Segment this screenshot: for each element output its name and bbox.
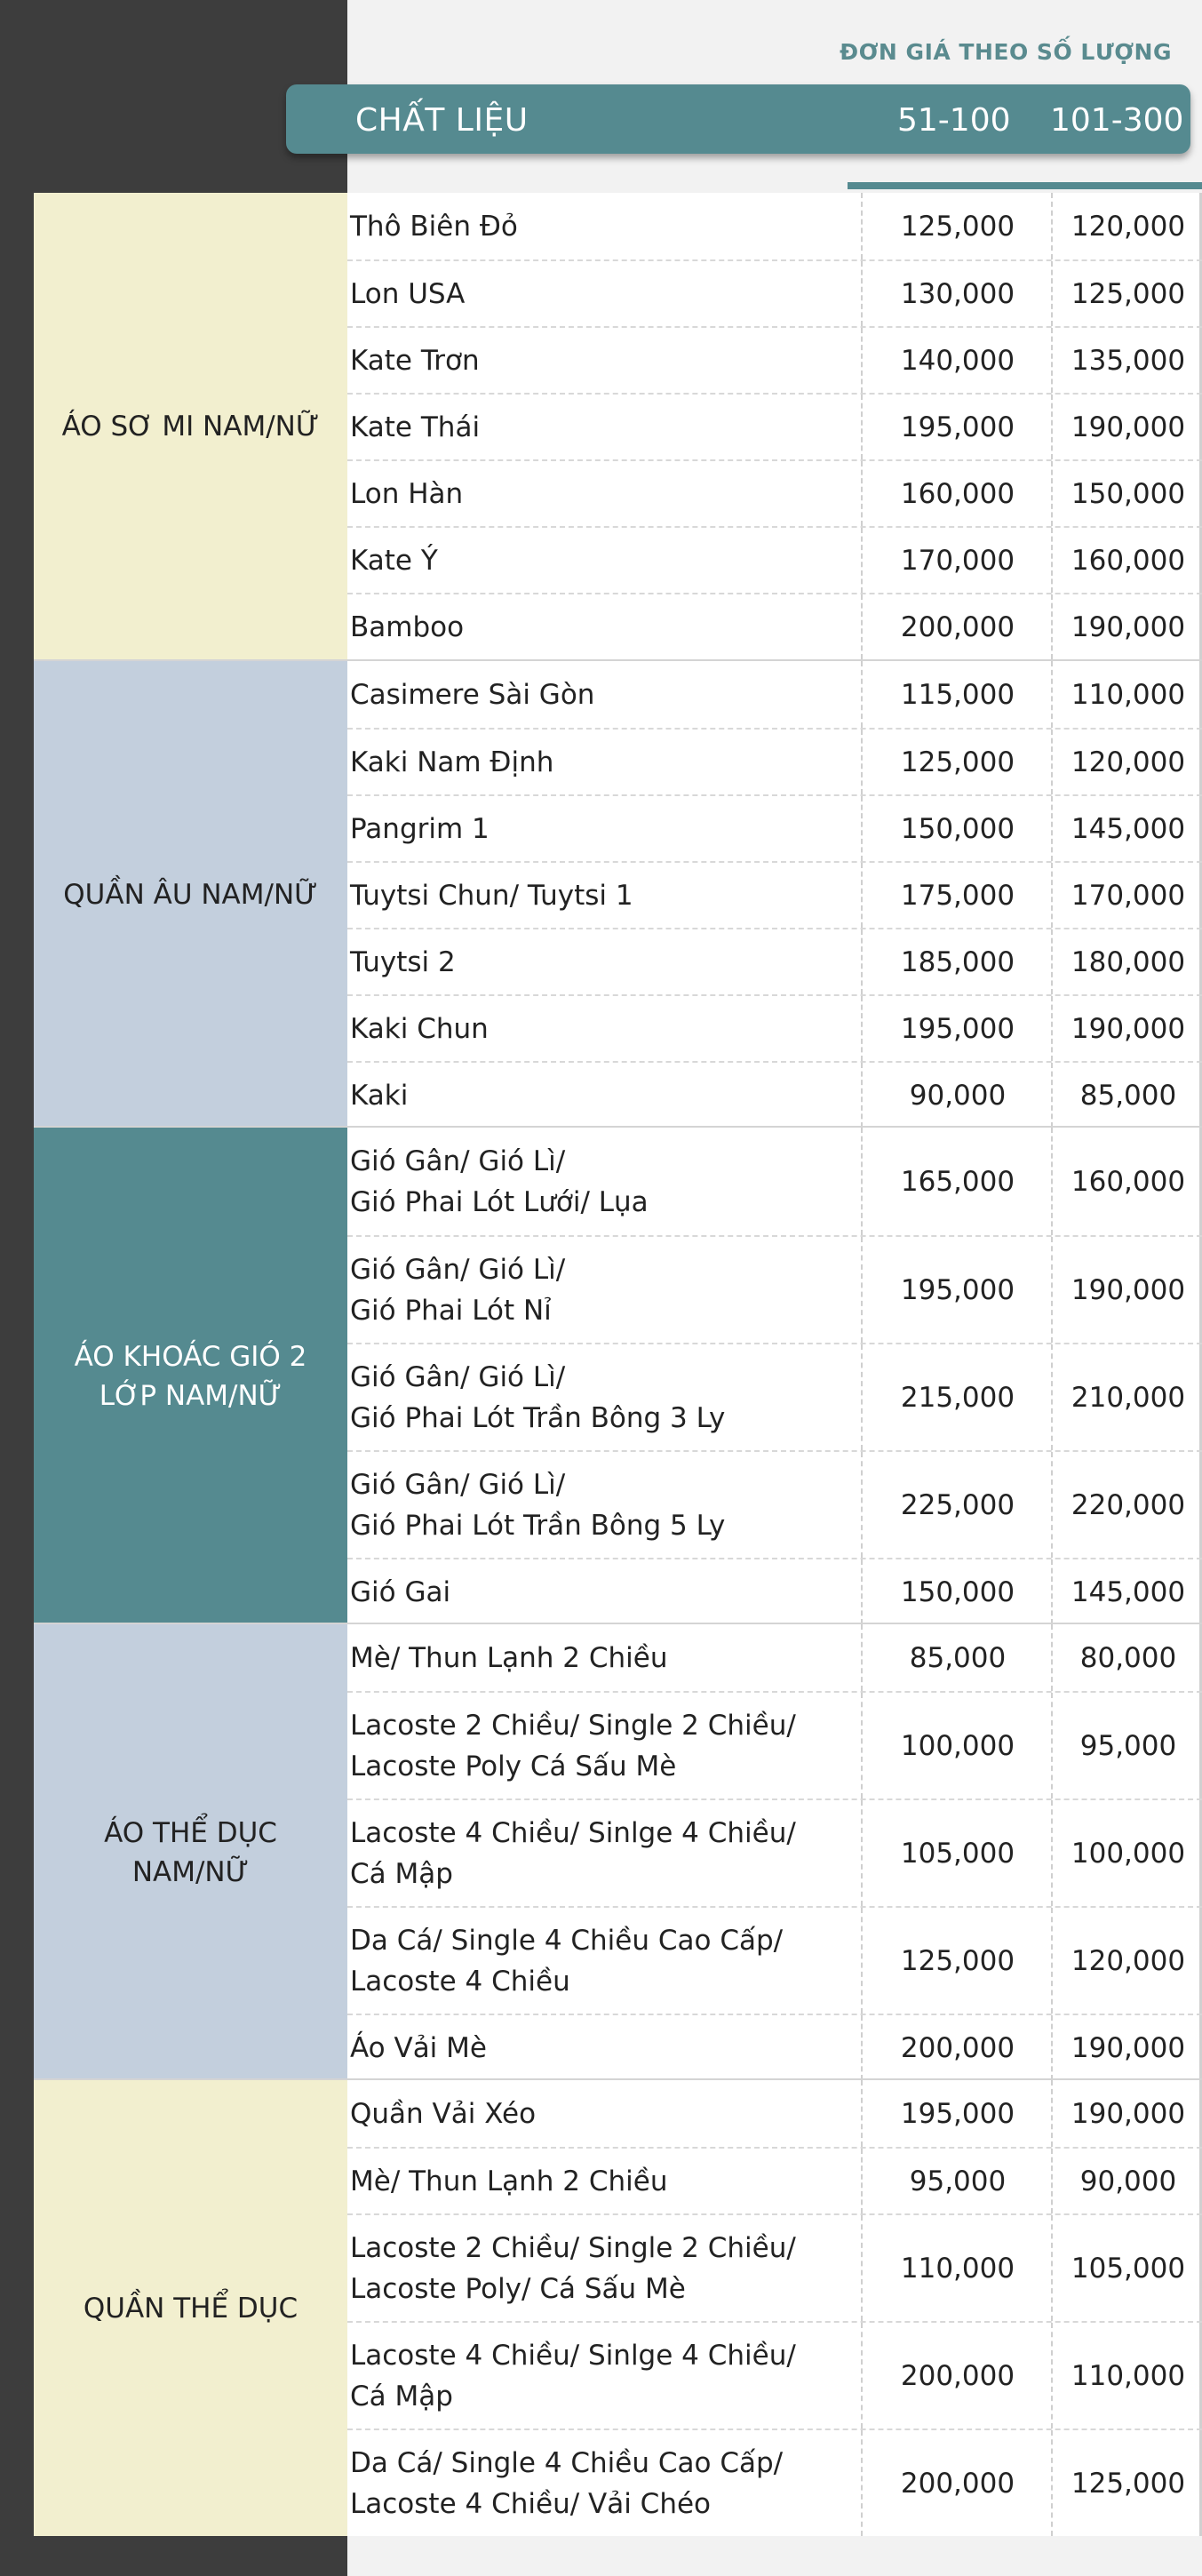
material-name: Gió Gân/ Gió Lì/ Gió Phai Lót Trần Bông 3 Ly	[350, 1360, 726, 1434]
price-51-100: 115,000	[861, 661, 1053, 728]
price-101-300: 190,000	[1051, 996, 1202, 1061]
price-51-100: 125,000	[861, 1908, 1053, 2014]
price-101-300: 100,000	[1051, 1800, 1202, 1906]
price-101-300: 90,000	[1051, 2149, 1202, 2213]
price-51-100: 85,000	[861, 1624, 1053, 1691]
table-row	[347, 326, 1202, 393]
price-101-300: 120,000	[1051, 730, 1202, 794]
price-51-100: 200,000	[861, 2015, 1053, 2080]
price-51-100: 200,000	[861, 594, 1053, 659]
price-101-300: 135,000	[1051, 328, 1202, 393]
table-row	[347, 593, 1202, 659]
table-row	[347, 1906, 1202, 2014]
material-name: Quần Vải Xéo	[350, 2097, 537, 2130]
table-row	[347, 928, 1202, 994]
table-row	[347, 1343, 1202, 1450]
price-101-300: 95,000	[1051, 1693, 1202, 1798]
table-row	[347, 193, 1202, 259]
material-name: Lacoste 4 Chiều/ Sinlge 4 Chiều/ Cá Mập	[350, 1816, 796, 1890]
table-row	[347, 1450, 1202, 1558]
table-row	[347, 2428, 1202, 2536]
table-row	[347, 994, 1202, 1061]
material-name: Lon Hàn	[350, 477, 464, 510]
table-row	[347, 728, 1202, 794]
price-101-300: 220,000	[1051, 1452, 1202, 1558]
material-name: Gió Gai	[350, 1575, 451, 1608]
price-51-100: 150,000	[861, 1559, 1053, 1624]
material-name: Kaki Nam Định	[350, 746, 554, 778]
price-101-300: 190,000	[1051, 395, 1202, 459]
price-51-100: 195,000	[861, 1237, 1053, 1343]
material-name: Bamboo	[350, 610, 465, 643]
price-101-300: 190,000	[1051, 594, 1202, 659]
price-51-100: 105,000	[861, 1800, 1053, 1906]
category-label: ÁO THỂ DỤC NAM/NỮ	[34, 1624, 347, 2080]
table-row	[347, 2321, 1202, 2428]
category-label: QUẦN ÂU NAM/NỮ	[34, 661, 347, 1128]
price-51-100: 110,000	[861, 2215, 1053, 2321]
material-name: Da Cá/ Single 4 Chiều Cao Cấp/ Lacoste 4 Chiều	[350, 1924, 784, 1998]
table-row	[347, 1061, 1202, 1128]
category-label: ÁO SƠ MI NAM/NỮ	[34, 193, 347, 659]
price-101-300: 80,000	[1051, 1624, 1202, 1691]
table-row	[347, 2080, 1202, 2147]
table-row	[347, 1235, 1202, 1343]
category-label: QUẦN THỂ DỤC	[34, 2080, 347, 2536]
price-51-100: 125,000	[861, 193, 1053, 259]
price-101-300: 190,000	[1051, 2080, 1202, 2147]
price-51-100: 140,000	[861, 328, 1053, 393]
table-row	[347, 259, 1202, 326]
price-51-100: 225,000	[861, 1452, 1053, 1558]
table-row	[347, 1128, 1202, 1235]
price-51-100: 125,000	[861, 730, 1053, 794]
price-51-100: 165,000	[861, 1128, 1053, 1235]
table-row	[347, 2014, 1202, 2080]
price-51-100: 200,000	[861, 2430, 1053, 2536]
material-name: Áo Vải Mè	[350, 2031, 487, 2064]
price-51-100: 200,000	[861, 2323, 1053, 2428]
price-51-100: 100,000	[861, 1693, 1053, 1798]
price-51-100: 195,000	[861, 395, 1053, 459]
material-name: Gió Gân/ Gió Lì/ Gió Phai Lót Lưới/ Lụa	[350, 1144, 649, 1218]
material-name: Gió Gân/ Gió Lì/ Gió Phai Lót Nỉ	[350, 1253, 566, 1327]
table-row	[347, 794, 1202, 861]
price-101-300: 190,000	[1051, 2015, 1202, 2080]
price-101-300: 120,000	[1051, 1908, 1202, 2014]
price-101-300: 150,000	[1051, 461, 1202, 526]
category-group	[34, 193, 1202, 659]
price-51-100: 160,000	[861, 461, 1053, 526]
price-101-300: 110,000	[1051, 2323, 1202, 2428]
price-101-300: 145,000	[1051, 1559, 1202, 1624]
material-header: CHẤT LIỆU	[355, 102, 529, 139]
material-name: Tuytsi Chun/ Tuytsi 1	[350, 879, 633, 912]
material-name: Lacoste 2 Chiều/ Single 2 Chiều/ Lacoste Poly Cá Sấu Mè	[350, 1709, 796, 1782]
table-row	[347, 393, 1202, 459]
price-101-300: 125,000	[1051, 261, 1202, 326]
material-name: Lacoste 4 Chiều/ Sinlge 4 Chiều/ Cá Mập	[350, 2339, 796, 2413]
price-table	[34, 193, 1202, 2536]
material-name: Lacoste 2 Chiều/ Single 2 Chiều/ Lacoste Poly/ Cá Sấu Mè	[350, 2231, 796, 2305]
price-101-300: 160,000	[1051, 528, 1202, 593]
material-name: Kaki	[350, 1079, 409, 1112]
table-row	[347, 1624, 1202, 1691]
table-row	[347, 2213, 1202, 2321]
price-51-100: 130,000	[861, 261, 1053, 326]
material-name: Pangrim 1	[350, 812, 490, 845]
quantity-price-caption: ĐƠN GIÁ THEO SỐ LƯỢNG	[840, 39, 1172, 65]
price-101-300: 120,000	[1051, 193, 1202, 259]
price-51-100: 170,000	[861, 528, 1053, 593]
category-group	[34, 1623, 1202, 2080]
category-group	[34, 659, 1202, 1128]
price-51-100: 175,000	[861, 863, 1053, 928]
price-101-300: 170,000	[1051, 863, 1202, 928]
material-name: Lon USA	[350, 277, 466, 310]
price-51-100: 185,000	[861, 929, 1053, 994]
qty-51-100-header: 51-100	[897, 102, 1011, 139]
price-101-300: 190,000	[1051, 1237, 1202, 1343]
table-header-bar	[286, 84, 1190, 154]
material-name: Mè/ Thun Lạnh 2 Chiều	[350, 2165, 668, 2197]
price-101-300: 125,000	[1051, 2430, 1202, 2536]
price-51-100: 195,000	[861, 2080, 1053, 2147]
material-name: Da Cá/ Single 4 Chiều Cao Cấp/ Lacoste 4 Chiều/ Vải Chéo	[350, 2446, 784, 2520]
category-group	[34, 1126, 1202, 1624]
material-name: Tuytsi 2	[350, 945, 456, 978]
price-51-100: 195,000	[861, 996, 1053, 1061]
material-name: Gió Gân/ Gió Lì/ Gió Phai Lót Trần Bông 5 Ly	[350, 1468, 726, 1542]
price-101-300: 180,000	[1051, 929, 1202, 994]
price-101-300: 105,000	[1051, 2215, 1202, 2321]
table-row	[347, 861, 1202, 928]
table-row	[347, 1558, 1202, 1624]
price-51-100: 90,000	[861, 1063, 1053, 1128]
table-row	[347, 1691, 1202, 1798]
material-name: Thô Biên Đỏ	[350, 210, 518, 243]
table-row	[347, 459, 1202, 526]
qty-101-300-header: 101-300	[1050, 102, 1184, 139]
price-51-100: 95,000	[861, 2149, 1053, 2213]
header-accent-line	[848, 182, 1202, 189]
material-name: Kaki Chun	[350, 1012, 489, 1045]
price-101-300: 85,000	[1051, 1063, 1202, 1128]
table-row	[347, 526, 1202, 593]
table-row	[347, 2147, 1202, 2213]
table-row	[347, 661, 1202, 728]
category-group	[34, 2078, 1202, 2536]
price-51-100: 150,000	[861, 796, 1053, 861]
material-name: Kate Ý	[350, 544, 438, 577]
material-name: Mè/ Thun Lạnh 2 Chiều	[350, 1641, 668, 1674]
material-name: Kate Thái	[350, 411, 481, 443]
price-101-300: 110,000	[1051, 661, 1202, 728]
price-51-100: 215,000	[861, 1344, 1053, 1450]
price-101-300: 145,000	[1051, 796, 1202, 861]
price-101-300: 210,000	[1051, 1344, 1202, 1450]
category-label: ÁO KHOÁC GIÓ 2 LỚP NAM/NỮ	[34, 1128, 347, 1624]
table-row	[347, 1798, 1202, 1906]
material-name: Kate Trơn	[350, 344, 480, 377]
price-101-300: 160,000	[1051, 1128, 1202, 1235]
material-name: Casimere Sài Gòn	[350, 678, 595, 711]
